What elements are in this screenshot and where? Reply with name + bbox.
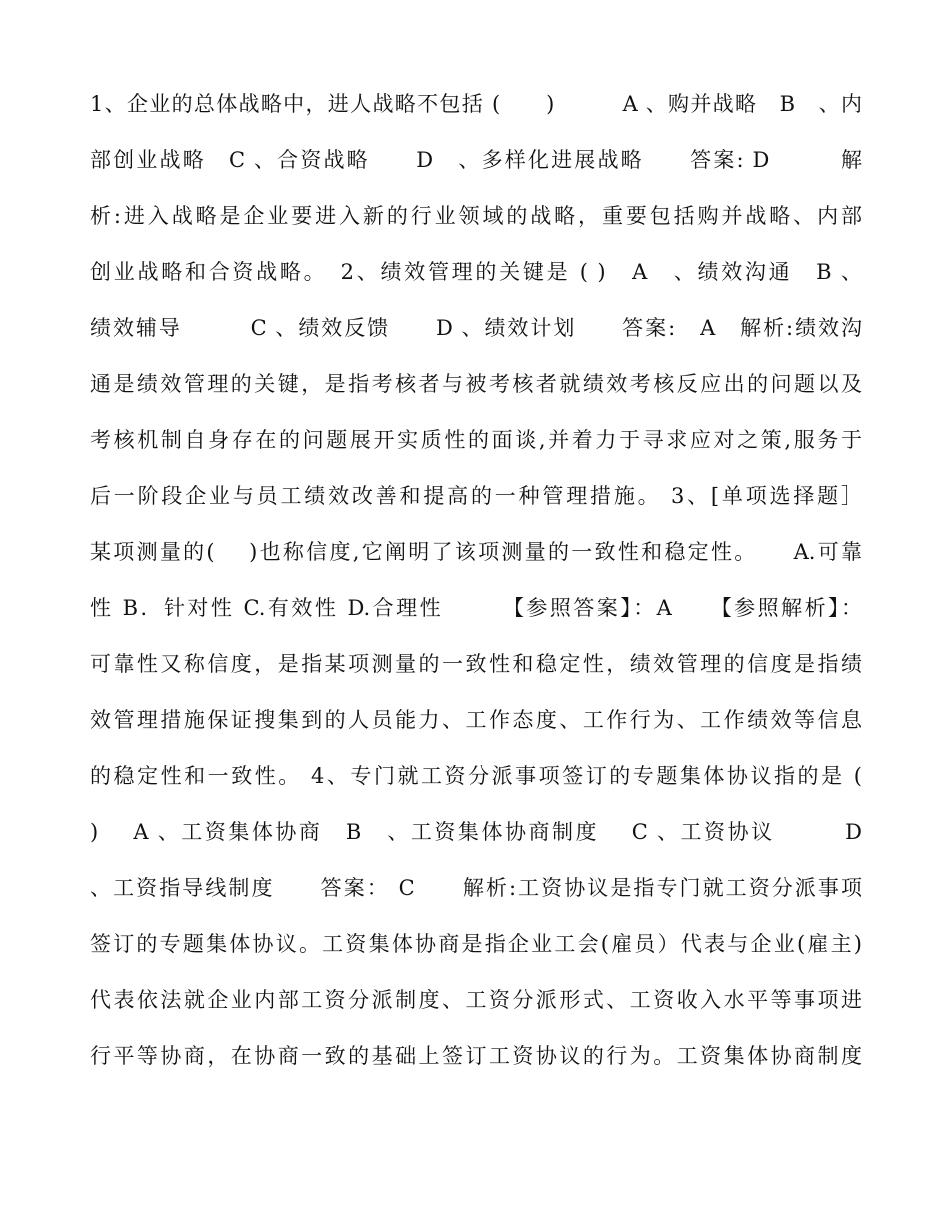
text-line: 签订的专题集体协议。工资集体协商是指企业工会(雇员）代表与企业(雇主): [90, 932, 862, 956]
text-line: 行平等协商，在协商一致的基础上签订工资协议的行为。工资集体协商制度: [90, 1044, 862, 1068]
text-line: 某项测量的( )也称信度,它阐明了该项测量的一致性和稳定性。 A.可靠: [90, 540, 862, 564]
text-line: 后一阶段企业与员工绩效改善和提高的一种管理措施。 3、[单项选择题］: [90, 484, 862, 508]
text-line: 考核机制自身存在的问题展开实质性的面谈,并着力于寻求应对之策,服务于: [90, 428, 862, 452]
text-line: 析:进入战略是企业要进入新的行业领域的战略，重要包括购并战略、内部: [90, 204, 862, 228]
text-line: 可靠性又称信度，是指某项测量的一致性和稳定性，绩效管理的信度是指绩: [90, 652, 862, 676]
text-line: 的稳定性和一致性。 4、专门就工资分派事项签订的专题集体协议指的是 (: [90, 764, 862, 788]
text-line: 绩效辅导 C 、绩效反馈 D 、绩效计划 答案: A 解析:绩效沟: [90, 316, 862, 340]
text-line: 部创业战略 C 、合资战略 D 、多样化进展战略 答案: D 解: [90, 148, 862, 172]
text-line: 1、企业的总体战略中，进人战略不包括 ( ) A 、购并战略 B 、内: [90, 92, 862, 116]
text-line: ) A 、工资集体协商 B 、工资集体协商制度 C 、工资协议 D: [90, 820, 862, 844]
text-line: 效管理措施保证搜集到的人员能力、工作态度、工作行为、工作绩效等信息: [90, 708, 862, 732]
text-line: 性 B．针对性 C.有效性 D.合理性 【参照答案】：A 【参照解析】：: [90, 596, 862, 620]
text-line: 、工资指导线制度 答案： C 解析:工资协议是指专门就工资分派事项: [90, 876, 862, 900]
text-line: 通是绩效管理的关键，是指考核者与被考核者就绩效考核反应出的问题以及: [90, 372, 862, 396]
text-line: 创业战略和合资战略。 2、绩效管理的关键是 ( ) A 、绩效沟通 B 、: [90, 260, 862, 284]
text-line: 代表依法就企业内部工资分派制度、工资分派形式、工资收入水平等事项进: [90, 988, 862, 1012]
